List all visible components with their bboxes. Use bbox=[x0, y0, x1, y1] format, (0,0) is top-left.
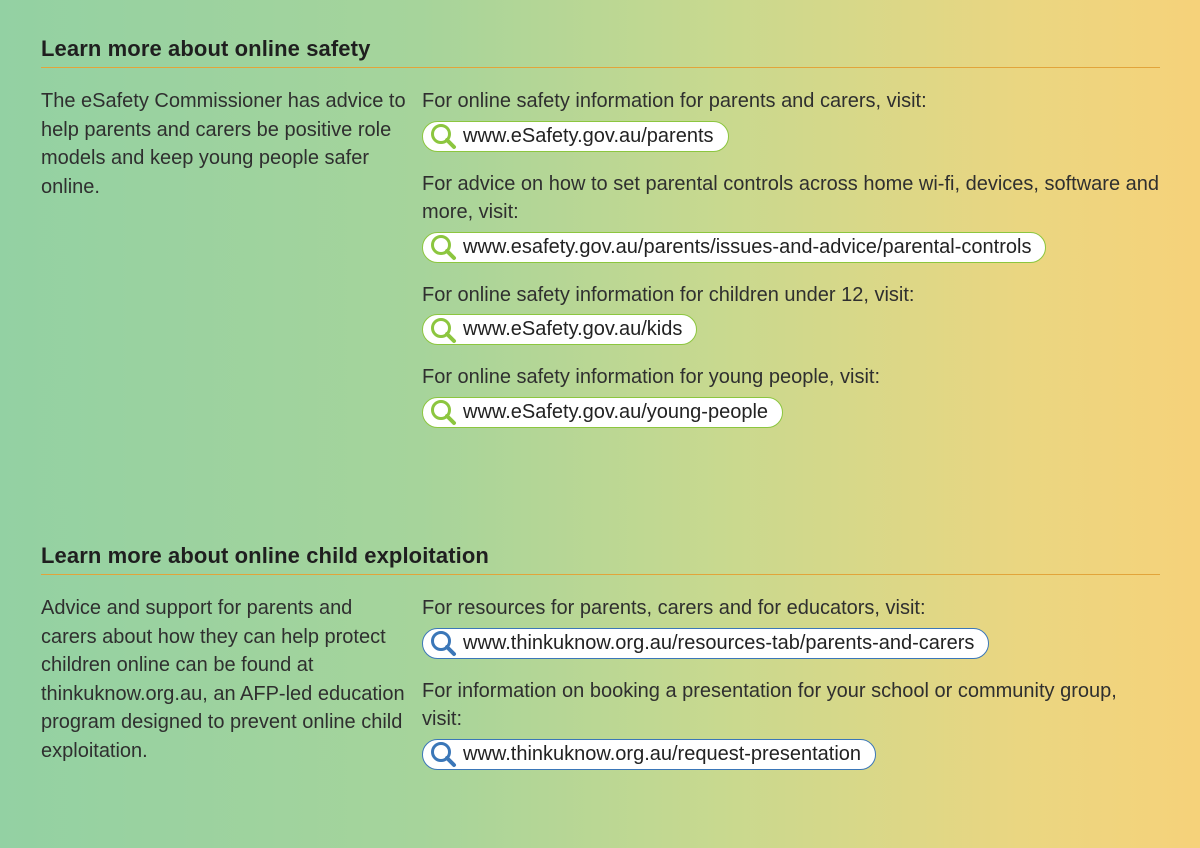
url-link[interactable] bbox=[422, 739, 876, 770]
resource-item bbox=[422, 363, 1162, 446]
resource-description: For online safety information for young people, visit: bbox=[422, 366, 881, 388]
url-link[interactable] bbox=[422, 628, 989, 659]
resource-item bbox=[422, 87, 1162, 170]
search-icon bbox=[429, 122, 459, 150]
child-exploitation-section bbox=[41, 543, 1160, 765]
search-icon bbox=[429, 316, 459, 344]
resource-description: For advice on how to set parental controls across home wi-fi, devices, software and more, visit: bbox=[422, 172, 1160, 223]
search-icon bbox=[429, 629, 459, 657]
url-text: www.eSafety.gov.au/kids bbox=[463, 318, 683, 340]
search-icon bbox=[429, 233, 459, 261]
online-safety-section bbox=[41, 36, 1160, 423]
resource-list bbox=[422, 87, 1162, 446]
search-icon bbox=[429, 398, 459, 426]
section-intro: Advice and support for parents and carers about how they can help protect children online can be found at thinkuknow.org.au, an AFP-led education program designed to prevent online child exploitation. bbox=[41, 597, 405, 762]
resource-item bbox=[422, 281, 1162, 364]
url-link[interactable] bbox=[422, 314, 697, 345]
url-text: www.thinkuknow.org.au/resources-tab/parents-and-carers bbox=[463, 631, 975, 654]
section-heading: Learn more about online safety bbox=[41, 36, 1160, 68]
resource-description: For online safety information for parents and carers, visit: bbox=[422, 90, 927, 112]
url-link[interactable] bbox=[422, 121, 729, 152]
resource-description: For information on booking a presentation for your school or community group, visit: bbox=[422, 679, 1117, 730]
url-text: www.eSafety.gov.au/young-people bbox=[463, 400, 769, 423]
search-icon bbox=[429, 740, 459, 768]
resource-list bbox=[422, 594, 1162, 788]
url-text: www.esafety.gov.au/parents/issues-and-advice/parental-controls bbox=[463, 235, 1032, 258]
resource-description: For online safety information for children under 12, visit: bbox=[422, 283, 915, 306]
url-text: www.thinkuknow.org.au/request-presentation bbox=[463, 742, 862, 765]
url-text: www.eSafety.gov.au/parents bbox=[463, 124, 714, 147]
url-link[interactable] bbox=[422, 232, 1046, 263]
section-intro: The eSafety Commissioner has advice to help parents and carers be positive role models and keep young people safer online. bbox=[41, 90, 406, 198]
url-link[interactable] bbox=[422, 397, 783, 428]
resource-item bbox=[422, 594, 1162, 677]
resource-description: For resources for parents, carers and for educators, visit: bbox=[422, 597, 926, 619]
resource-item bbox=[422, 677, 1162, 788]
section-heading: Learn more about online child exploitation bbox=[41, 543, 1160, 575]
resource-item bbox=[422, 170, 1162, 281]
